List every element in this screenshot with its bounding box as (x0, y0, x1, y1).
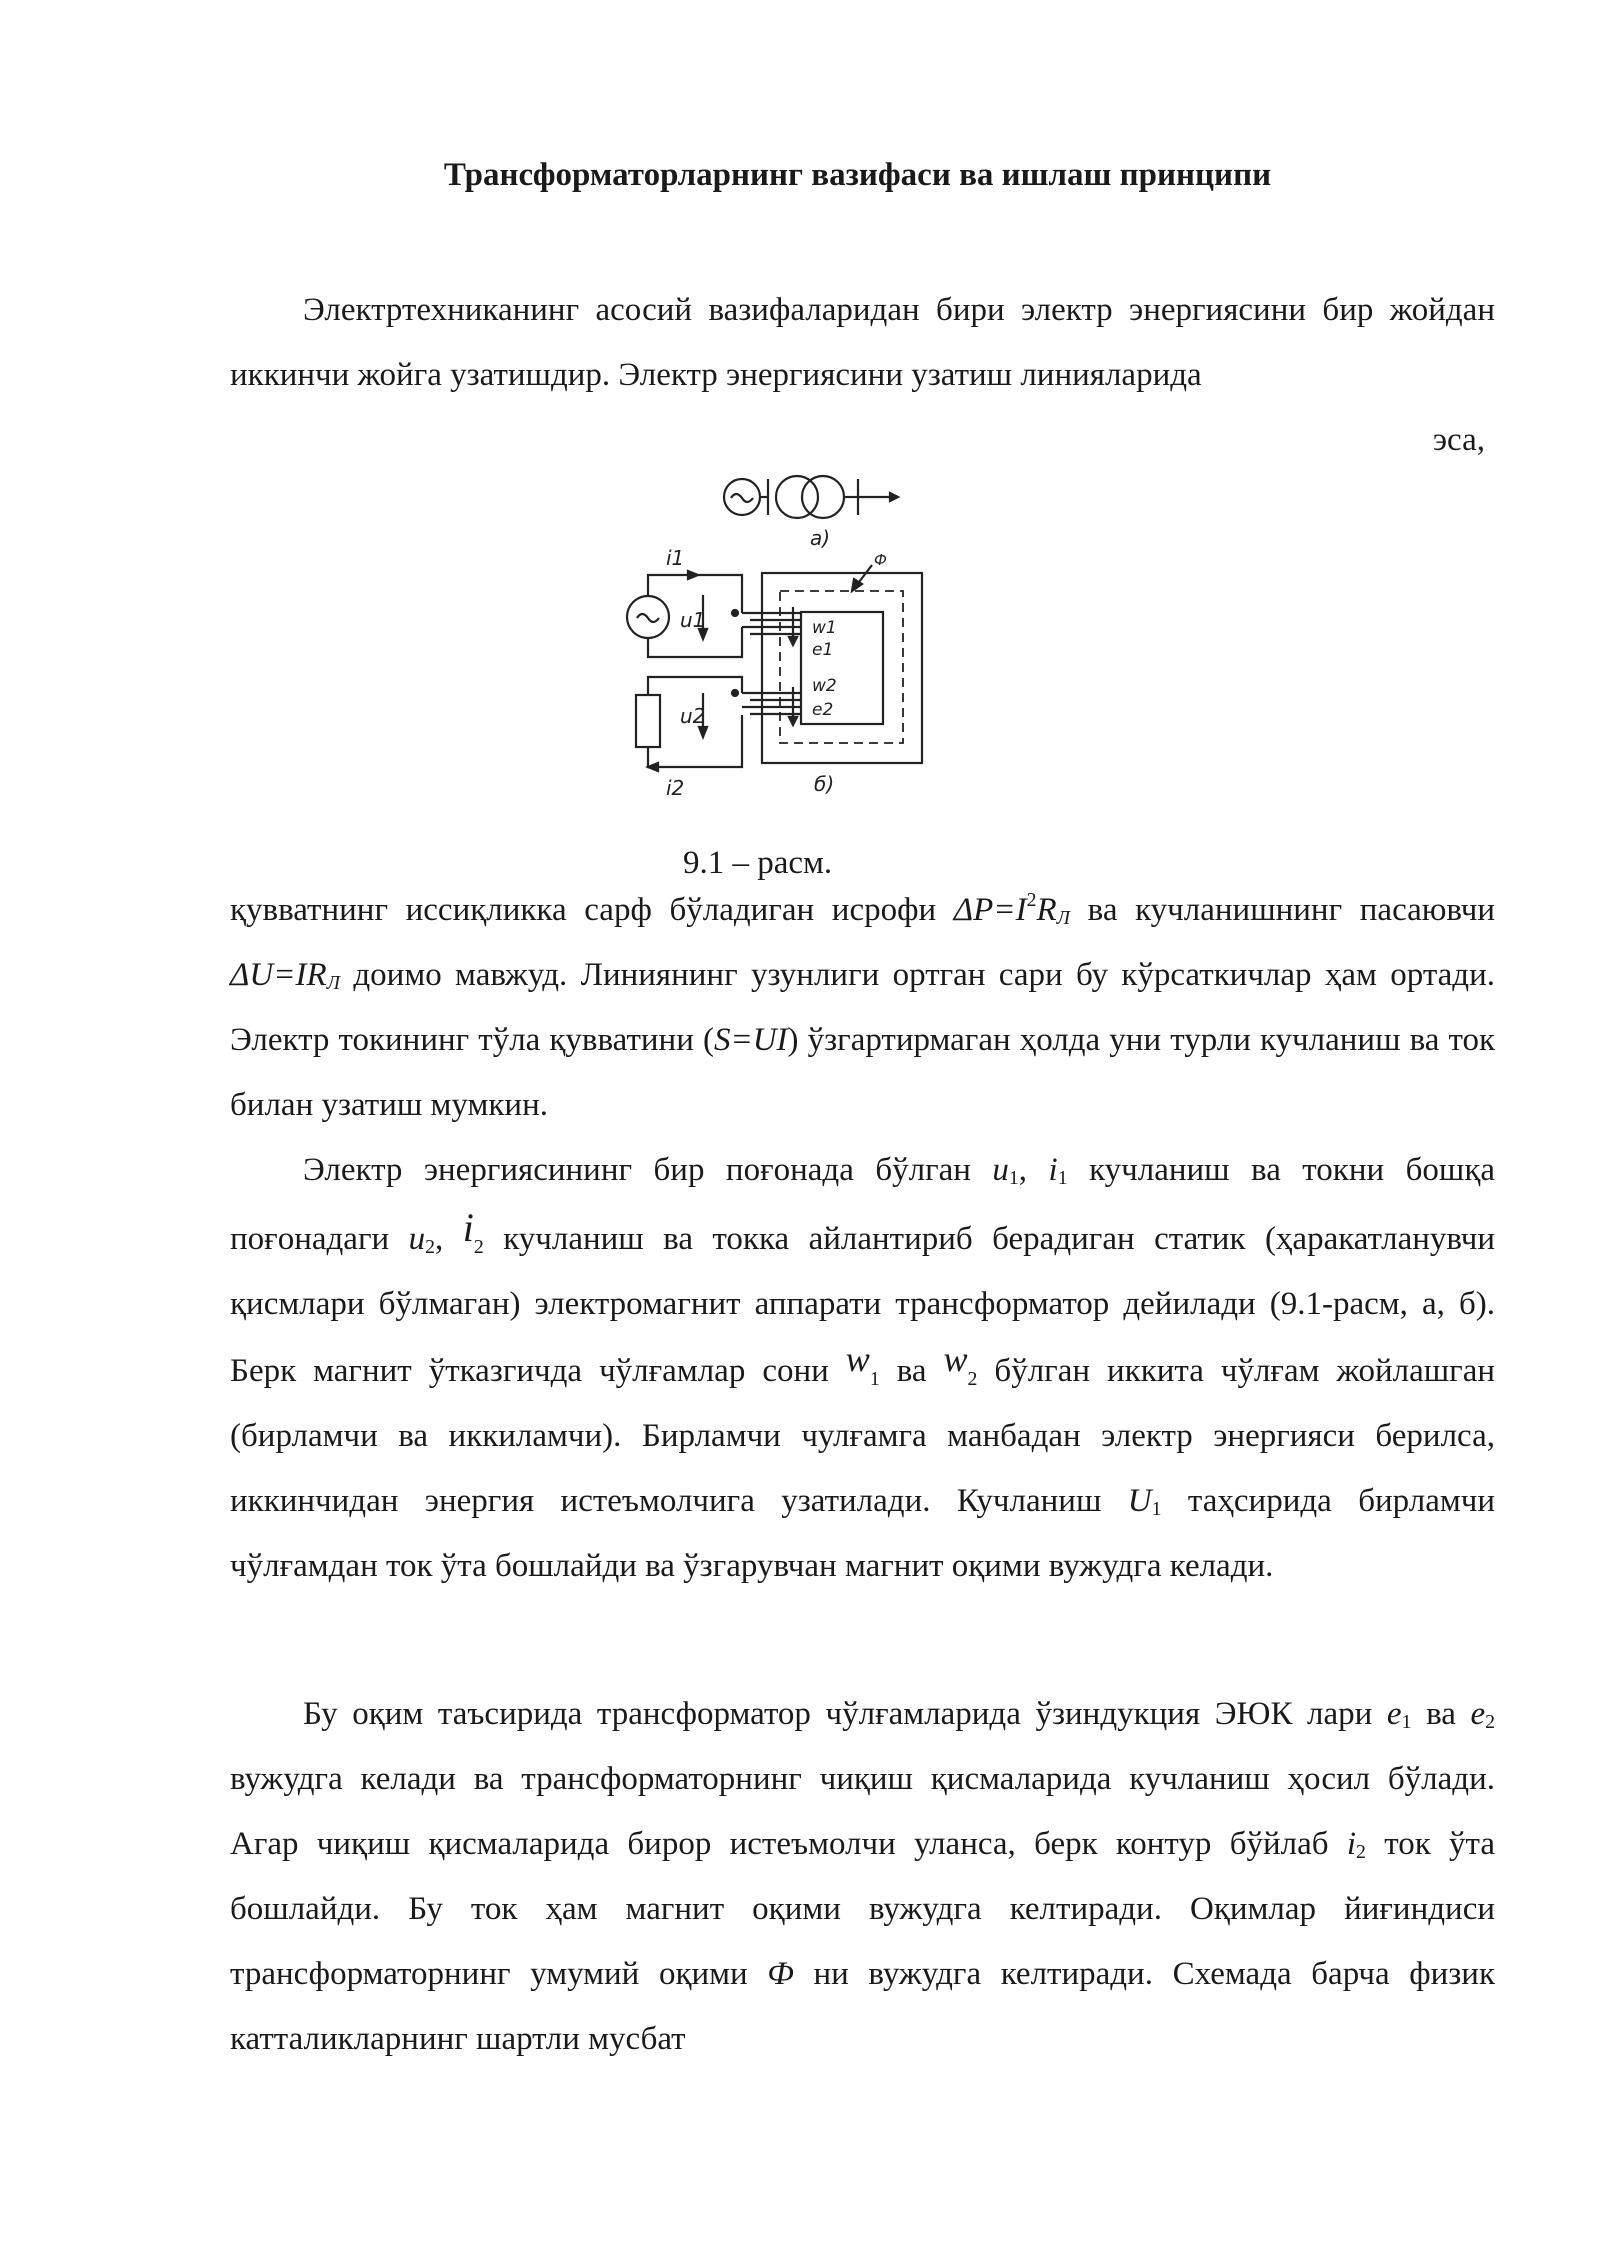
paragraph-intro: Электртехниканинг асосий вазифаларидан бири электр энергиясини бир жойдан иккинчи жойга узатишдир. Электр энергиясини узатиш линияларида (230, 292, 1495, 393)
transformer-figure (600, 465, 980, 810)
transformer-winding-2 (802, 476, 844, 518)
fig-label-u2: u2 (680, 704, 706, 728)
fig-label-b: б) (814, 772, 835, 796)
transformer-symbol (724, 476, 898, 518)
fig-label-i2: i2 (666, 776, 685, 800)
paragraph-induction: Бу оқим таъсирида трансформатор чўлғамларида ўзиндукция ЭЮК лари $e_1$ ва $e_2$ вужудга келади ва трансформаторнинг чиқиш қисмаларида кучланиш ҳосил бўлади. Агар чиқиш қисмаларида бирор истеъмолчи уланса, берк контур бўйлаб $i_2$ ток ўта бошлайди. Бу ток ҳам магнит оқими вужудга келтиради. Оқимлар йиғиндиси трансформаторнинг умумий оқими Ф ни вужудга келтиради. Схемада барча физик катталикларнинг шартли мусбат (230, 1696, 1495, 2057)
fig-label-w2: w2 (812, 676, 837, 696)
fig-label-a: а) (810, 526, 831, 550)
fig-label-e2: e2 (812, 700, 834, 720)
fig-label-e1: e1 (812, 640, 834, 660)
paragraph-definition: Электр энергиясининг бир поғонада бўлган $u_1$, $i_1$ кучланиш ва токни бошқа поғонадаги $u_2$, $i_2$ кучланиш ва токка айлантириб берадиган статик (ҳаракатланувчи қисмлари бўлмаган) электромагнит аппарати трансформатор дейилади (9.1-расм, а, б). Берк магнит ўтказгичда чўлғамлар сони $w_1$ ва $w_2$ бўлган иккита чўлғам жойлашган (бирламчи ва иккиламчи). Бирламчи чулғамга манбадан электр энергияси берилса, иккинчидан энергия истеъмолчига узатилади. Кучланиш $U_1$ таҳсирида бирламчи чўлғамдан ток ўта бошлайди ва ўзгарувчан магнит оқими вужудга келади. (230, 1152, 1496, 1584)
fig-label-w1: w1 (812, 618, 837, 638)
page-title: Трансформаторларнинг вазифаси ва ишлаш принципи (443, 157, 1272, 193)
fig-label-i1: i1 (666, 546, 685, 570)
transformer-winding-1 (776, 476, 818, 518)
figure-caption: 9.1 – расм. (683, 845, 833, 881)
magnetic-core-outer (762, 573, 922, 763)
transformer-circuit (627, 565, 922, 771)
fig-label-u1: u1 (680, 608, 706, 632)
fig-label-phi: Ф (874, 551, 887, 569)
load-resistor (636, 695, 660, 747)
paragraph-losses: қувватнинг иссиқликка сарф бўладиган исрофи $\Delta P=I^2R_Л$ ва кучланишнинг пасаювчи $\Delta U=IR_Л$ доимо мавжуд. Линиянинг узунлиги ортган сари бу кўрсаткичлар ҳам ортади. Электр токининг тўла қувватини (S=UI) ўзгартирмаган ҳолда уни турли кучланиш ва ток билан узатиш мумкин. (230, 889, 1496, 1123)
paragraph-intro-end: эса, (1432, 422, 1485, 458)
